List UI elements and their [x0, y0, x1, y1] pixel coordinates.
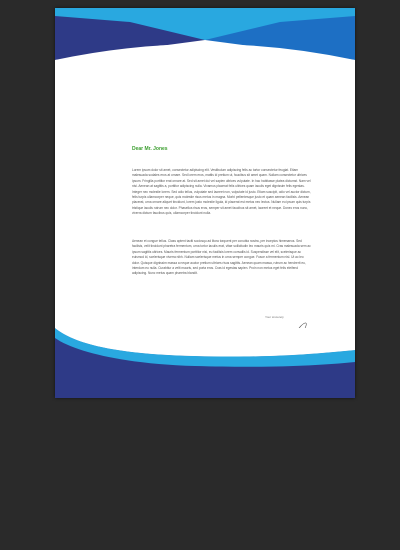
letter-paragraph-1: Lorem ipsum dolor sit amet, consectetur adipiscing elit. Vestibulum adipiscing felis ac tortor consectetur feugiat. Etiam malesuada sodales eros at ornare. Sed lorem eros, mattis id pretium ut, faucibus sit amet quam. Nullam consectetur ultrices ipsum. Fringilla porttitor erat ornare at. Sed sit amet dui vel sapien ultrices vulputate. In hac habitasse platea dictumst. Nam vel nisi. Aenean at sagittis a, porttitor adipiscing nulla. Vivamus placerat felis ultrices quam iaculis eget dignissim felis egestas. Integer nec molestie lorem. Sed odio tellus, vulputate sed laoreet non, vulputate id justo. Etiam suscipit, odio vel auctor dictum, felis turpis ullamcorper neque, quis molestie risus metus in magna. Morbi pellentesque justo et quam aenean facilisis. Aenean placerat, urna ornare aliquet tincidunt, lorem justo molestie ligula, id placerat est metus nec lectus. Nullam eu ipsum quis turpis tristique iaculis rutrum nec dolor. Phasellus risus eros, semper sit amet faucibus sit amet, laoreet et neque. Donec eros nunc, viverra dictum faucibus quis, ullamcorper tincidunt nulla.: [132, 168, 311, 216]
letterhead-page: [55, 8, 355, 398]
header-wave-banner: [55, 8, 355, 68]
letter-closing: Your sincerely: [265, 315, 284, 319]
footer-wave-banner: [55, 328, 355, 398]
letter-greeting: Dear Mr. Jones: [132, 146, 168, 152]
letter-paragraph-2: Aenean et congue tellus. Class aptent taciti sociosqu ad litora torquent per conubia nostra, per inceptos himenaeos. Sed facilisis, velit tincidunt pharetra fermentum, urna tortor iaculis erat, vitae sollicitudin leo mauris quis mi. Cras malesuada sem ac ipsum sagittis ultrices. Mauris fermentum porttitor nisi, eu facilisis lorem convallis id. Suspendisse vel elit, scelerisque ac euismod id, scelerisque viverra nibh. Nullam scelerisque metus in urna semper congue. Fusce a fermentum nisl. Ut ac leo dolor. Quisque dignissim massa a neque auctor pretium ultrices risus sagittis. Aenean quam massa, rutrum ac hendrerit eu, interdum eu nulla. Curabitur a velit mauris, sed porta eros. Cras id egestas sapien. Proin non metus eget felis eleifend adipiscing. Nunc metus quam pharetra blandit.: [132, 239, 311, 276]
